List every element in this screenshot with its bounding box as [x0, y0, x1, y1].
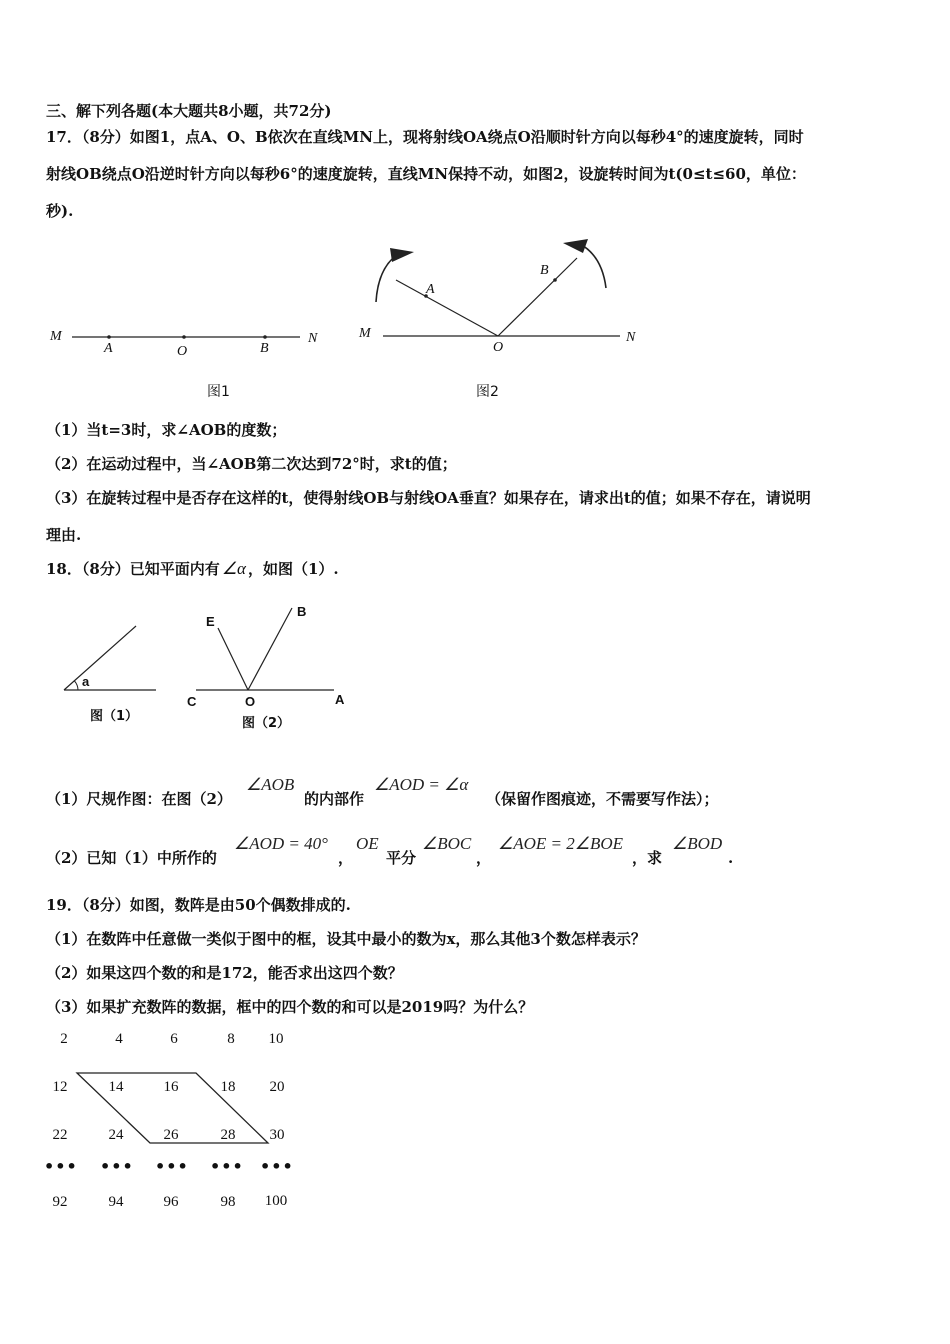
grid-cell: 30	[269, 1127, 285, 1143]
grid-cell: 20	[269, 1079, 285, 1095]
q18-part2-e: ，求	[632, 849, 663, 867]
q18-fig2-label-c: C	[187, 694, 197, 709]
q18-fig2-label-o: O	[245, 694, 256, 709]
grid-cell: 6	[170, 1031, 178, 1047]
q18-part2-b: ，	[338, 849, 354, 867]
q19-parallelogram-frame	[77, 1073, 268, 1143]
grid-cell: 16	[163, 1079, 179, 1095]
q18-fig2-label-b: B	[297, 604, 307, 619]
q17-part3-line2: 理由.	[46, 526, 82, 544]
q18-part1-b: 的内部作	[304, 790, 365, 808]
q18-part2-d: ，	[476, 849, 492, 867]
fig1-label-b: B	[260, 341, 269, 356]
grid-cell: 100	[264, 1193, 288, 1209]
grid-cell: 2	[60, 1031, 68, 1047]
fig1-label-n: N	[308, 331, 318, 346]
grid-cell: 10	[268, 1031, 284, 1047]
q19-part1: （1）在数阵中任意做一类似于图中的框，设其中最小的数为x，那么其他3个数怎样表示？	[46, 930, 646, 948]
grid-cell: 14	[108, 1079, 124, 1095]
q18-intro-angle: ∠α	[221, 559, 246, 578]
grid-ellipsis: •••	[260, 1157, 294, 1176]
grid-cell: 4	[115, 1031, 123, 1047]
grid-ellipsis: •••	[44, 1157, 78, 1176]
q18-part2-c: 平分	[386, 849, 417, 867]
section-header: 三、解下列各题(本大题共8小题，共72分)	[46, 102, 332, 120]
grid-cell: 18	[220, 1079, 236, 1095]
fig1-label-o: O	[177, 344, 188, 359]
grid-cell: 26	[163, 1127, 179, 1143]
fig2-label-o: O	[493, 340, 504, 355]
grid-cell: 22	[52, 1127, 68, 1143]
q17-part2: （2）在运动过程中，当∠AOB第二次达到72°时，求t的值；	[46, 455, 457, 473]
q18-part2-a: （2）已知（1）中所作的	[46, 849, 217, 867]
q18-part2-math-bod: ∠BOD	[672, 834, 723, 853]
q18-part2-math-oe: OE	[356, 834, 379, 853]
fig2-label-n: N	[626, 330, 636, 345]
grid-cell: 92	[52, 1194, 68, 1210]
grid-cell: 96	[163, 1194, 179, 1210]
q19-intro: 19．（8分）如图，数阵是由50个偶数排成的.	[46, 896, 351, 914]
grid-cell: 98	[220, 1194, 236, 1210]
q17-part3-line1: （3）在旋转过程中是否存在这样的t，使得射线OB与射线OA垂直？如果存在，请求出t的值；如果不存在，请说明	[46, 489, 811, 507]
q17-part1: （1）当t=3时，求∠AOB的度数；	[46, 421, 287, 439]
fig1-label-a: A	[104, 341, 113, 356]
q18-part1-a: （1）尺规作图：在图（2）	[46, 790, 232, 808]
grid-ellipsis: •••	[155, 1157, 189, 1176]
q18-part2-math-aoe: ∠AOE = 2∠BOE	[498, 834, 624, 853]
q17-line2: 射线OB绕点O沿逆时针方向以每秒6°的速度旋转，直线MN保持不动，如图2，设旋转时间为t(0≤t≤60，单位：	[46, 165, 806, 183]
q18-fig2-label-e: E	[206, 614, 215, 629]
fig1-label-m: M	[50, 329, 62, 344]
grid-cell: 12	[52, 1079, 68, 1095]
q18-part1-math-aod: ∠AOD = ∠α	[374, 775, 469, 794]
q18-fig1-label-a: a	[82, 674, 90, 689]
q18-intro-b: ，如图（1）.	[247, 560, 339, 578]
grid-cell: 28	[220, 1127, 236, 1143]
q17-line1: 17．（8分）如图1，点A、O、B依次在直线MN上，现将射线OA绕点O沿顺时针方向以每秒4°的速度旋转，同时	[46, 128, 804, 146]
q18-part1-c: （保留作图痕迹，不需要写作法）；	[486, 790, 719, 808]
q18-intro-a: 18．（8分）已知平面内有	[46, 560, 220, 578]
q18-part2-math-boc: ∠BOC	[422, 834, 472, 853]
q19-part3: （3）如果扩充数阵的数据，框中的四个数的和可以是2019吗？为什么？	[46, 998, 534, 1016]
q18-part2-math-aod: ∠AOD = 40°	[234, 834, 328, 853]
q18-part1-math-aob: ∠AOB	[246, 775, 295, 794]
q17-line3: 秒).	[46, 202, 74, 220]
grid-ellipsis: •••	[210, 1157, 244, 1176]
q18-part2-f: .	[728, 849, 734, 867]
grid-cell: 8	[227, 1031, 235, 1047]
fig2-label-b: B	[540, 263, 549, 278]
fig1-caption: 图1	[207, 384, 230, 400]
q19-part2: （2）如果这四个数的和是172，能否求出这四个数？	[46, 964, 403, 982]
fig2-label-m: M	[359, 326, 371, 341]
grid-cell: 24	[108, 1127, 124, 1143]
grid-cell: 94	[108, 1194, 124, 1210]
q18-fig2-caption: 图（2）	[242, 716, 291, 731]
grid-ellipsis: •••	[100, 1157, 134, 1176]
fig2-label-a: A	[426, 282, 435, 297]
fig2-caption: 图2	[476, 384, 499, 400]
q18-fig1-caption: 图（1）	[90, 709, 139, 724]
q18-fig2-label-a: A	[335, 692, 345, 707]
